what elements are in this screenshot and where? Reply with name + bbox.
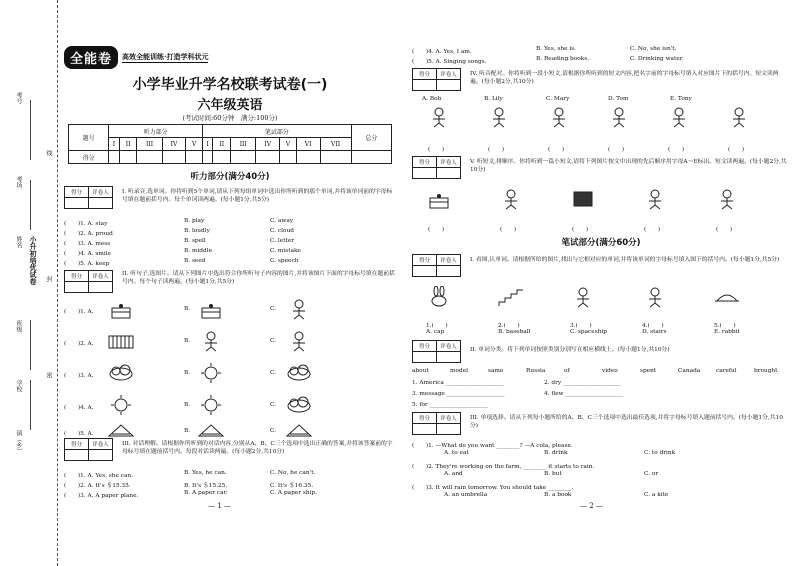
question-option[interactable]: ( )1. A. Yes, she can. <box>64 473 134 479</box>
section-listening-head: 听力部分(满分40分) <box>190 172 270 182</box>
grader-box <box>64 270 113 293</box>
question-option[interactable]: ( )3. A. mess <box>64 241 111 247</box>
grader-cell[interactable] <box>65 282 89 293</box>
question-option[interactable]: ( )1. A. <box>64 309 94 315</box>
score-header: 题号 <box>69 125 109 151</box>
question-option[interactable]: A. an umbrella <box>444 492 488 498</box>
score-col: IV <box>162 138 186 151</box>
answer-line[interactable]: 5. for ____________________ <box>412 402 488 408</box>
answer-blank[interactable]: ( ) <box>500 227 517 233</box>
label-name: 姓名 <box>15 236 22 248</box>
picture-option[interactable] <box>194 330 228 352</box>
word-bank-item: of <box>564 368 570 374</box>
mc-question: ( )2. They're working on the farm, ________ it starts to rain. <box>412 464 595 470</box>
question-option[interactable]: B. A paper car. <box>184 490 228 496</box>
picture-option <box>638 188 672 210</box>
question-option[interactable]: C. cloud <box>270 228 294 234</box>
grader-box <box>412 68 461 91</box>
grader-score-label: 得分 <box>65 187 89 198</box>
word-bank-item: about <box>412 368 429 374</box>
listening-3-instruction: III. 对话理解。请根据你所听到的对话内容,分别从A、B、C三个选项中选出正确的答案,并将该答案前的字母标号填在题前括号内。每段对话读两遍。(每小题2分,共10分) <box>122 441 393 455</box>
picture-option <box>422 106 456 128</box>
label-town: 镇（乡） <box>15 430 22 454</box>
picture-option <box>710 286 744 308</box>
score-col: II <box>119 138 137 151</box>
score-cell[interactable] <box>231 151 256 164</box>
score-cell[interactable] <box>280 151 297 164</box>
answer-blank[interactable]: 5.( ) <box>714 323 736 329</box>
grader-box <box>412 156 461 179</box>
grader-score-label: 得分 <box>413 413 437 424</box>
grader-cell[interactable] <box>413 168 437 179</box>
score-cell[interactable] <box>186 151 203 164</box>
score-writing: 笔试部分 <box>202 125 351 138</box>
picture-option <box>566 286 600 308</box>
grader-score-label: 得分 <box>413 157 437 168</box>
score-cell[interactable] <box>320 151 351 164</box>
grader-score-label: 得分 <box>413 255 437 266</box>
grader-score-label: 得分 <box>65 439 89 450</box>
exam-meta: (考试时间:60分钟 满分:100分) <box>182 114 278 122</box>
word-bank-item: careful <box>716 368 737 374</box>
name-option: D. Tom <box>608 96 629 102</box>
grader-label: 评卷人 <box>89 187 113 198</box>
listening-4-instruction: IV. 听音配对。你将听到一段小短文,请根据你所听到的短文内容,把名字前的字母标号填入对应图片下的括号内。短文读两遍。(每小题2分,共10分) <box>470 71 779 85</box>
question-option[interactable]: C. No, she isn't. <box>630 46 677 52</box>
picture-option[interactable] <box>104 330 138 352</box>
question-option[interactable]: C. or <box>644 471 659 477</box>
question-option[interactable]: ( )3. A. <box>64 373 94 379</box>
grader-score-label: 得分 <box>413 69 437 80</box>
grader-cell[interactable] <box>413 424 437 435</box>
seal-text: 小升初培优试卷 <box>29 236 37 285</box>
grader-box <box>412 340 461 363</box>
question-option[interactable]: C. away <box>270 218 294 224</box>
grader-cell[interactable] <box>65 198 89 209</box>
question-option[interactable]: A. to eat <box>444 450 469 456</box>
score-col: III <box>231 138 256 151</box>
picture-option[interactable] <box>194 362 228 384</box>
grader-cell[interactable] <box>413 352 437 363</box>
picture-option <box>638 286 672 308</box>
question-option[interactable]: B. play <box>184 218 205 224</box>
picture-option[interactable] <box>194 420 228 442</box>
question-option[interactable]: C. letter <box>270 238 295 244</box>
question-option[interactable]: C. speech <box>270 258 299 264</box>
answer-line[interactable]: 3. message ____________________ <box>412 391 505 397</box>
grader-cell[interactable] <box>437 266 461 277</box>
picture-option[interactable] <box>282 394 316 416</box>
grader-cell[interactable] <box>413 80 437 91</box>
grader-score-label: 得分 <box>65 271 89 282</box>
page-2 <box>408 0 794 566</box>
exam-title: 小学毕业升学名校联考试卷(一) <box>132 77 328 93</box>
question-option[interactable]: B. It's ＄15.25. <box>184 483 228 489</box>
score-col: VI <box>296 138 320 151</box>
option-letter: B. <box>184 428 191 434</box>
grader-score-label: 得分 <box>413 341 437 352</box>
picture-option[interactable] <box>194 298 228 320</box>
name-option: C. Mary <box>546 96 570 102</box>
score-col: I <box>202 138 212 151</box>
answer-blank[interactable]: ( ) <box>728 147 745 153</box>
score-col: V <box>280 138 297 151</box>
question-option[interactable]: B. seed <box>184 258 206 264</box>
question-option[interactable]: B. Reading books. <box>536 56 590 62</box>
grader-label: 评卷人 <box>437 157 461 168</box>
label-exam-room: 考场 <box>15 176 22 188</box>
name-option: E. Tony <box>670 96 692 102</box>
grader-cell[interactable] <box>437 168 461 179</box>
question-option[interactable]: ( )2. A. It's ＄15.35. <box>64 483 131 489</box>
picture-option <box>422 286 456 308</box>
grader-cell[interactable] <box>65 450 89 461</box>
score-col: II <box>213 138 231 151</box>
brand-slogan: 高效全能训练·打造学科状元 <box>122 52 209 61</box>
score-row-label: 得分 <box>69 151 109 164</box>
score-cell[interactable] <box>109 151 119 164</box>
answer-line[interactable]: 2. dry ____________________ <box>544 380 621 386</box>
option-letter: B. <box>184 402 191 408</box>
grader-cell[interactable] <box>89 450 113 461</box>
grader-cell[interactable] <box>437 424 461 435</box>
question-option[interactable]: C. It's ＄16.35. <box>270 483 314 489</box>
answer-blank[interactable]: ( ) <box>668 147 685 153</box>
picture-option <box>722 106 756 128</box>
answer-blank[interactable]: ( ) <box>716 227 733 233</box>
word-option: D. stairs <box>642 329 667 335</box>
question-option[interactable]: A. and <box>444 471 463 477</box>
grader-label: 评卷人 <box>437 413 461 424</box>
score-cell[interactable] <box>351 151 391 164</box>
score-table <box>68 124 392 164</box>
writing-2-instruction: II. 单词分类。将下列单词按照类别分别写在相应横线上。(每小题1分,共10分) <box>470 347 670 353</box>
picture-option <box>482 106 516 128</box>
grader-box <box>412 412 461 435</box>
score-total: 总分 <box>351 125 391 151</box>
score-cell[interactable] <box>296 151 320 164</box>
question-option[interactable]: ( )5. A. <box>64 431 94 437</box>
answer-blank[interactable]: 2.( ) <box>498 323 520 329</box>
score-col: IV <box>256 138 280 151</box>
option-letter: C. <box>270 370 277 376</box>
section-writing-head: 笔试部分(满分60分) <box>561 238 641 248</box>
brand-mark: 全能卷 <box>64 46 118 69</box>
score-cell[interactable] <box>256 151 280 164</box>
word-bank-item: Russia <box>526 368 546 374</box>
word-option: C. spaceship <box>570 329 608 335</box>
picture-option <box>494 188 528 210</box>
picture-option[interactable] <box>104 362 138 384</box>
score-cell[interactable] <box>119 151 137 164</box>
grader-cell[interactable] <box>89 198 113 209</box>
answer-line[interactable]: 4. flew ____________________ <box>544 391 624 397</box>
option-letter: B. <box>184 306 191 312</box>
score-listening: 听力部分 <box>109 125 203 138</box>
question-option[interactable]: C. mistake <box>270 248 301 254</box>
grader-label: 评卷人 <box>89 271 113 282</box>
picture-option[interactable] <box>104 298 138 320</box>
mc-question: ( )1. —What do you want ________? —A cola, please. <box>412 443 573 449</box>
answer-blank[interactable]: ( ) <box>488 147 505 153</box>
question-option[interactable]: ( )4. A. Yes, I am. <box>412 49 472 55</box>
binding-spine <box>0 0 58 566</box>
exam-subtitle: 六年级英语 <box>197 98 263 113</box>
question-option[interactable]: B. drink <box>544 450 568 456</box>
question-option[interactable]: ( )4. A. <box>64 405 94 411</box>
word-bank-item: video <box>602 368 618 374</box>
word-bank-item: model <box>450 368 468 374</box>
question-option[interactable]: C. A paper ship. <box>270 490 317 496</box>
score-col: VII <box>320 138 351 151</box>
page-1 <box>60 0 400 566</box>
grader-cell[interactable] <box>89 282 113 293</box>
question-option[interactable]: B. but <box>544 471 562 477</box>
question-option[interactable]: B. middle <box>184 248 213 254</box>
word-bank-item: spent <box>640 368 657 374</box>
grader-cell[interactable] <box>437 352 461 363</box>
question-option[interactable]: C. No, he can't. <box>270 470 316 476</box>
question-option[interactable]: B. Yes, he can. <box>184 470 227 476</box>
question-option[interactable]: B. loudly <box>184 228 210 234</box>
writing-3-instruction: III. 单项选择。请从下列每小题所给的A、B、C三个选项中选出最佳选项,并将字母标号填入题前括号内。(每小题1分,共10分) <box>470 415 783 429</box>
answer-blank[interactable]: 4.( ) <box>642 323 664 329</box>
label-class: 班级 <box>15 320 22 332</box>
question-option[interactable]: ( )2. A. <box>64 341 94 347</box>
picture-option[interactable] <box>282 298 316 320</box>
answer-line[interactable]: 1. America ____________________ <box>412 380 504 386</box>
answer-blank[interactable]: ( ) <box>572 227 589 233</box>
option-letter: B. <box>184 338 191 344</box>
grader-cell[interactable] <box>437 80 461 91</box>
picture-option[interactable] <box>194 394 228 416</box>
seal-mark: 线 <box>45 150 52 156</box>
picture-option <box>542 106 576 128</box>
word-option: A. cap <box>426 329 445 335</box>
fill-line[interactable] <box>30 180 31 230</box>
question-option[interactable]: C. to drink <box>644 450 676 456</box>
label-exam-no: 考号 <box>15 92 22 104</box>
word-bank-item: brought <box>754 368 778 374</box>
option-letter: C. <box>270 306 277 312</box>
question-option[interactable]: B. a book <box>544 492 572 498</box>
grader-label: 评卷人 <box>437 69 461 80</box>
picture-option[interactable] <box>282 362 316 384</box>
word-bank-item: Canada <box>678 368 701 374</box>
question-option[interactable]: ( )4. A. smile <box>64 251 111 257</box>
label-school: 学校 <box>15 380 22 392</box>
score-cell[interactable] <box>162 151 186 164</box>
question-option[interactable]: ( )3. A. A paper plane. <box>64 493 139 499</box>
word-bank-item: same <box>488 368 504 374</box>
picture-option <box>566 188 600 210</box>
fill-line[interactable] <box>30 320 31 370</box>
question-option[interactable]: C. a kite <box>644 492 669 498</box>
word-option: B. baseball <box>498 329 531 335</box>
answer-blank[interactable]: ( ) <box>644 227 661 233</box>
seal-mark: 封 <box>45 276 52 282</box>
fill-line[interactable] <box>30 380 31 430</box>
question-option[interactable]: ( )5. A. Singing songs. <box>412 59 487 65</box>
name-option: A. Bob <box>422 96 442 102</box>
score-cell[interactable] <box>137 151 162 164</box>
score-cell[interactable] <box>202 151 212 164</box>
grader-label: 评卷人 <box>89 439 113 450</box>
score-col: I <box>109 138 119 151</box>
answer-blank[interactable]: ( ) <box>548 147 565 153</box>
question-option[interactable]: C. Drinking water. <box>630 56 684 62</box>
answer-blank[interactable]: ( ) <box>428 147 445 153</box>
fill-line[interactable] <box>30 100 31 160</box>
option-letter: C. <box>270 338 277 344</box>
option-letter: C. <box>270 428 277 434</box>
seal-mark: 密 <box>45 372 52 378</box>
question-option[interactable]: B. spell <box>184 238 206 244</box>
picture-option <box>422 188 456 210</box>
answer-blank[interactable]: ( ) <box>608 147 625 153</box>
score-cell[interactable] <box>213 151 231 164</box>
score-col: III <box>137 138 162 151</box>
answer-blank[interactable]: ( ) <box>428 227 445 233</box>
question-option[interactable]: ( )1. A. stay <box>64 221 108 227</box>
picture-option[interactable] <box>104 394 138 416</box>
grader-label: 评卷人 <box>437 341 461 352</box>
option-letter: C. <box>270 402 277 408</box>
picture-option <box>602 106 636 128</box>
grader-box <box>64 438 113 461</box>
name-option: B. Lily <box>484 96 503 102</box>
listening-1-instruction: I. 听录音,选单词。你将听到5个单词,请从下列每组单词中选出你所听到的那个单词,并将该单词前的字母标号填在题前括号内。每个单词读两遍。(每小题1分,共5分) <box>122 189 393 203</box>
page-number: — 2 — <box>580 502 603 510</box>
answer-blank[interactable]: 1.( ) <box>426 323 448 329</box>
writing-1-instruction: I. 看图,认单词。请根据所给的图片,找出与它相对应的单词,并将该单词的字母标号填入图下的括号内。(每小题1分,共5分) <box>470 257 780 263</box>
option-letter: B. <box>184 370 191 376</box>
answer-blank[interactable]: 3.( ) <box>570 323 592 329</box>
listening-5-instruction: V. 听短文,排顺序。你将听到一篇小短文,请将下列图片按文中出现的先后顺序用字母A～E标出。短文读两遍。(每小题2分,共10分) <box>470 159 787 173</box>
picture-option <box>710 188 744 210</box>
picture-option <box>662 106 696 128</box>
grader-label: 评卷人 <box>437 255 461 266</box>
question-option[interactable]: ( )5. A. keep <box>64 261 110 267</box>
page-number: — 1 — <box>208 502 231 510</box>
question-option[interactable]: B. Yes, she is. <box>536 46 577 52</box>
question-option[interactable]: ( )2. A. proud <box>64 231 113 237</box>
mc-question: ( )3. It will rain tomorrow. You should take ________. <box>412 485 574 491</box>
picture-option[interactable] <box>282 330 316 352</box>
grader-box <box>64 186 113 209</box>
grader-box <box>412 254 461 277</box>
listening-2-instruction: II. 听句子,选图片。请从下列图片中选出符合你所听句子内容的图片,并将该图片下面的字母标号填在题前括号内。每个句子读两遍。(每小题1分,共5分) <box>122 271 395 285</box>
picture-option <box>494 286 528 308</box>
word-option: E. rabbit <box>714 329 740 335</box>
grader-cell[interactable] <box>413 266 437 277</box>
picture-option[interactable] <box>282 420 316 442</box>
score-col: V <box>186 138 203 151</box>
brand-logo <box>64 46 208 69</box>
